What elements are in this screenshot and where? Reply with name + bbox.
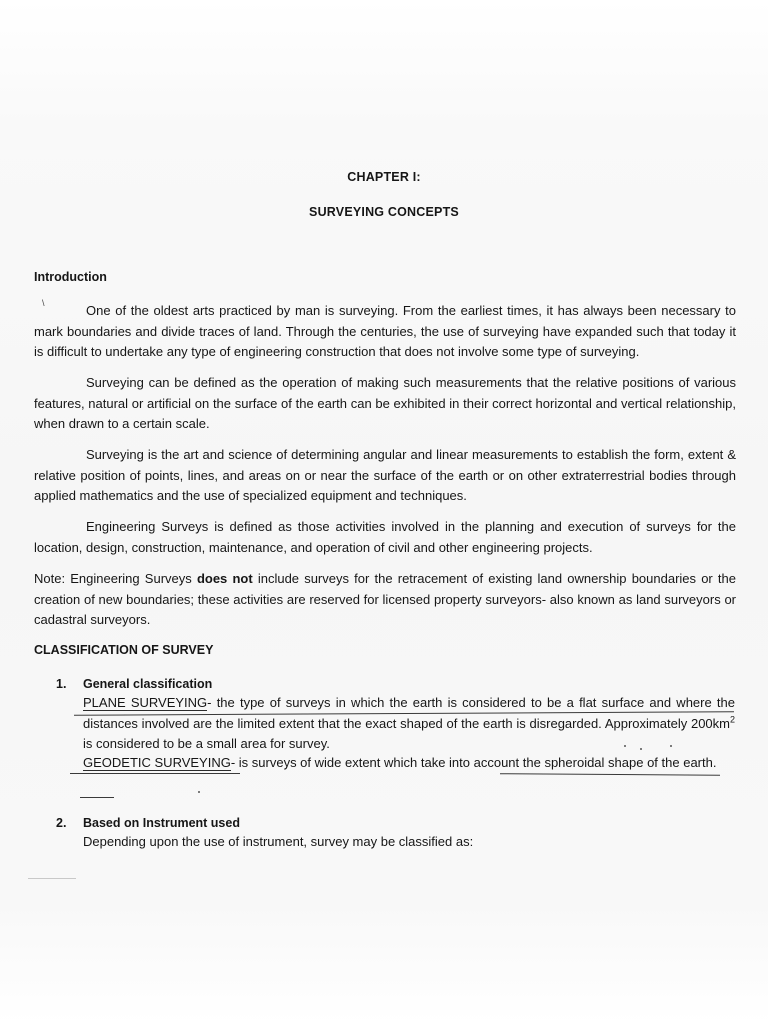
chapter-title: SURVEYING CONCEPTS — [309, 205, 459, 219]
item-title: General classification — [83, 677, 213, 691]
pen-dot — [198, 791, 200, 793]
item-title: Based on Instrument used — [83, 816, 240, 830]
item-number: 2. — [56, 816, 67, 830]
paragraph-1: One of the oldest arts practiced by man is surveying. From the earliest times, it has always been necessary to mark boundaries and divide traces of land. Through the centuries, the use of surveying have expanded such that today it is difficult to undertake any type of engineering construction that does not involve some type of surveying. — [34, 303, 736, 359]
plane-surveying-superscript: 2 — [729, 714, 735, 725]
introduction-heading: Introduction — [34, 270, 107, 284]
note-rest: include surveys for the retracement of existing land ownership boundaries or the creation of new boundaries; these activities are reserved for licensed property surveyors- also known as land surveyors or cadastral surveyors. — [34, 571, 736, 627]
scan-mark: \ — [42, 298, 45, 308]
note-paragraph — [34, 569, 736, 631]
geodetic-surveying-term: GEODETIC SURVEYING — [83, 755, 231, 770]
classification-heading: CLASSIFICATION OF SURVEY — [34, 643, 214, 657]
paragraph-2: Surveying can be defined as the operation of making such measurements that the relative positions of various features, natural or artificial on the surface of the earth can be exhibited in their correct horizontal and vertical relationship, when drawn to a certain scale. — [34, 375, 736, 431]
pen-underline — [70, 773, 240, 774]
geodetic-surveying-definition — [83, 753, 735, 774]
plane-surveying-tail: is considered to be a small area for survey. — [83, 736, 330, 751]
paragraph-3: Surveying is the art and science of determining angular and linear measurements to establish the form, extent & relative position of points, lines, and areas on or near the surface of the earth or on other extraterrestrial bodies through applied mathematics and the use of specialized equipment and techniques. — [34, 447, 736, 503]
note-prefix: Note: Engineering Surveys — [34, 571, 197, 586]
instrument-classification-text: Depending upon the use of instrument, survey may be classified as: — [83, 834, 474, 849]
plane-surveying-definition — [83, 693, 735, 755]
plane-surveying-term: PLANE SURVEYING — [83, 695, 208, 710]
pen-underline — [80, 797, 114, 798]
pen-underline — [500, 773, 720, 776]
pen-dot — [624, 745, 626, 747]
plane-surveying-text: - the type of surveys in which the earth is considered to be a flat surface and where the distances involved are the limited extent that the exact shaped of the earth is disregarded. Approximately 200km — [83, 695, 735, 731]
chapter-number: CHAPTER I: — [347, 170, 421, 184]
pen-dot — [670, 745, 672, 747]
note-emphasis: does not — [196, 571, 253, 586]
item-number: 1. — [56, 677, 67, 691]
geodetic-surveying-text: - is surveys of wide extent which take into account the spheroidal shape of the earth. — [230, 755, 717, 770]
pen-dot — [640, 748, 642, 750]
paragraph-4: Engineering Surveys is defined as those activities involved in the planning and execution of surveys for the location, design, construction, maintenance, and operation of civil and other engineering projects. — [34, 519, 736, 555]
scan-artifact — [28, 878, 76, 879]
